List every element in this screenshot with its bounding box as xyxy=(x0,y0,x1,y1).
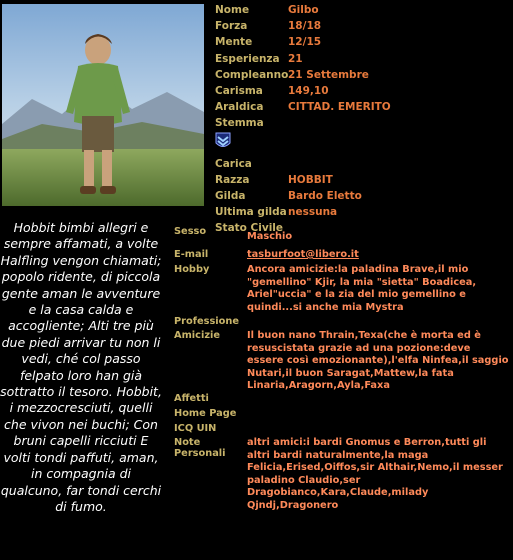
bio-affetti xyxy=(174,393,510,408)
bio-sesso xyxy=(174,226,510,244)
bio-note xyxy=(174,437,510,513)
value: 21 Settembre xyxy=(288,68,369,81)
value xyxy=(247,393,510,408)
stat-araldica xyxy=(215,99,511,115)
label: Affetti xyxy=(174,393,209,404)
bio-amicizie xyxy=(174,330,510,393)
stat-ultima-gilda xyxy=(215,204,511,220)
label: Stato Civile xyxy=(215,222,284,235)
stat-mente xyxy=(215,34,511,50)
label: Nome xyxy=(215,4,250,16)
hobbit-poem: Hobbit bimbi allegri e sempre affamati, a volte Halfling vengon chiamati; popolo ridente, di piccola gente aman le avventure e la casa calda e accogliente; Alti tre più due piedi arrivar tu non li vedi, ché col passo felpato loro han già sottratto il tesoro. Hobbit, i mezzocresciuti, quelli che vivon nei buchi; Con bruni capelli ricciuti E volti tondi paffuti, aman, in compagnia di qualcuno, far tondi cerchi di fumo. xyxy=(0,220,162,514)
value: Bardo Eletto xyxy=(288,189,362,202)
value: 149,10 xyxy=(288,84,329,97)
stat-carica xyxy=(215,156,511,172)
value: 18/18 xyxy=(288,20,322,33)
label: Mente xyxy=(215,36,253,49)
bio-email xyxy=(174,249,510,264)
label: Stemma xyxy=(215,117,264,130)
label: Forza xyxy=(215,20,248,33)
stat-compleanno xyxy=(215,67,511,83)
label: Compleanno xyxy=(215,68,289,81)
stat-razza xyxy=(215,172,511,188)
label: Razza xyxy=(215,173,250,186)
label: Sesso xyxy=(174,226,207,237)
label: Gilda xyxy=(215,189,246,202)
value: 21 xyxy=(288,52,303,65)
value: HOBBIT xyxy=(288,173,333,186)
stat-nome xyxy=(215,2,511,18)
bio-hobby xyxy=(174,264,510,316)
value xyxy=(247,408,510,423)
value: CITTAD. EMERITO xyxy=(288,101,391,114)
label: Esperienza xyxy=(215,52,280,65)
value: Ancora amicizie:la paladina Brave,il mio "gemellino" Kjir, la mia "sietta" Boadicea, Ariel"uccia" e la zia del mio gemellino e quindi...si anche mia Mystra xyxy=(247,264,477,313)
value: altri amici:i bardi Gnomus e Berron,tutti gli altri bardi naturalmente,la maga Felicia,Erised,Oiffos,sir Althair,Nemo,il messer paladino Claudio,ser Dragobianco,Kara,Claude,milady Qjndj,Dragonero xyxy=(247,437,503,511)
value: Il buon nano Thrain,Texa(che è morta ed è resuscistata grazie ad una pozione:deve essere così emozionante),l'elfa Ninfea,il saggio Nutari,il buon Saragat,Mattew,la fata Linaria,Aragorn,Ayla,Faxa xyxy=(247,330,509,392)
value xyxy=(247,316,510,330)
label: E-mail xyxy=(174,249,209,260)
label: Carisma xyxy=(215,84,263,97)
label: Carica xyxy=(215,157,252,170)
email-link[interactable]: tasburfoot@libero.it xyxy=(247,249,359,260)
stat-emblem-row xyxy=(215,132,511,156)
value: 12/15 xyxy=(288,36,322,49)
value xyxy=(247,423,510,437)
label: Note Personali xyxy=(174,437,226,459)
character-stats xyxy=(215,2,511,236)
label: Professione xyxy=(174,316,240,327)
stat-forza xyxy=(215,18,511,34)
value: nessuna xyxy=(288,206,338,219)
label: Hobby xyxy=(174,264,210,275)
bio-professione xyxy=(174,316,510,330)
bio-home-page xyxy=(174,408,510,423)
label: ICQ UIN xyxy=(174,423,217,434)
value: Gilbo xyxy=(288,4,319,16)
label: Amicizie xyxy=(174,330,221,341)
stat-carisma xyxy=(215,83,511,99)
label: Home Page xyxy=(174,408,237,419)
value: Maschio xyxy=(247,231,293,242)
stat-esperienza xyxy=(215,51,511,67)
character-bio xyxy=(174,226,510,513)
label: Araldica xyxy=(215,101,264,114)
character-portrait xyxy=(2,4,204,206)
chevron-emblem-icon xyxy=(215,132,231,150)
label: Ultima gilda xyxy=(215,206,287,219)
bio-icq xyxy=(174,423,510,437)
stat-gilda xyxy=(215,188,511,204)
stat-stemma xyxy=(215,115,511,131)
